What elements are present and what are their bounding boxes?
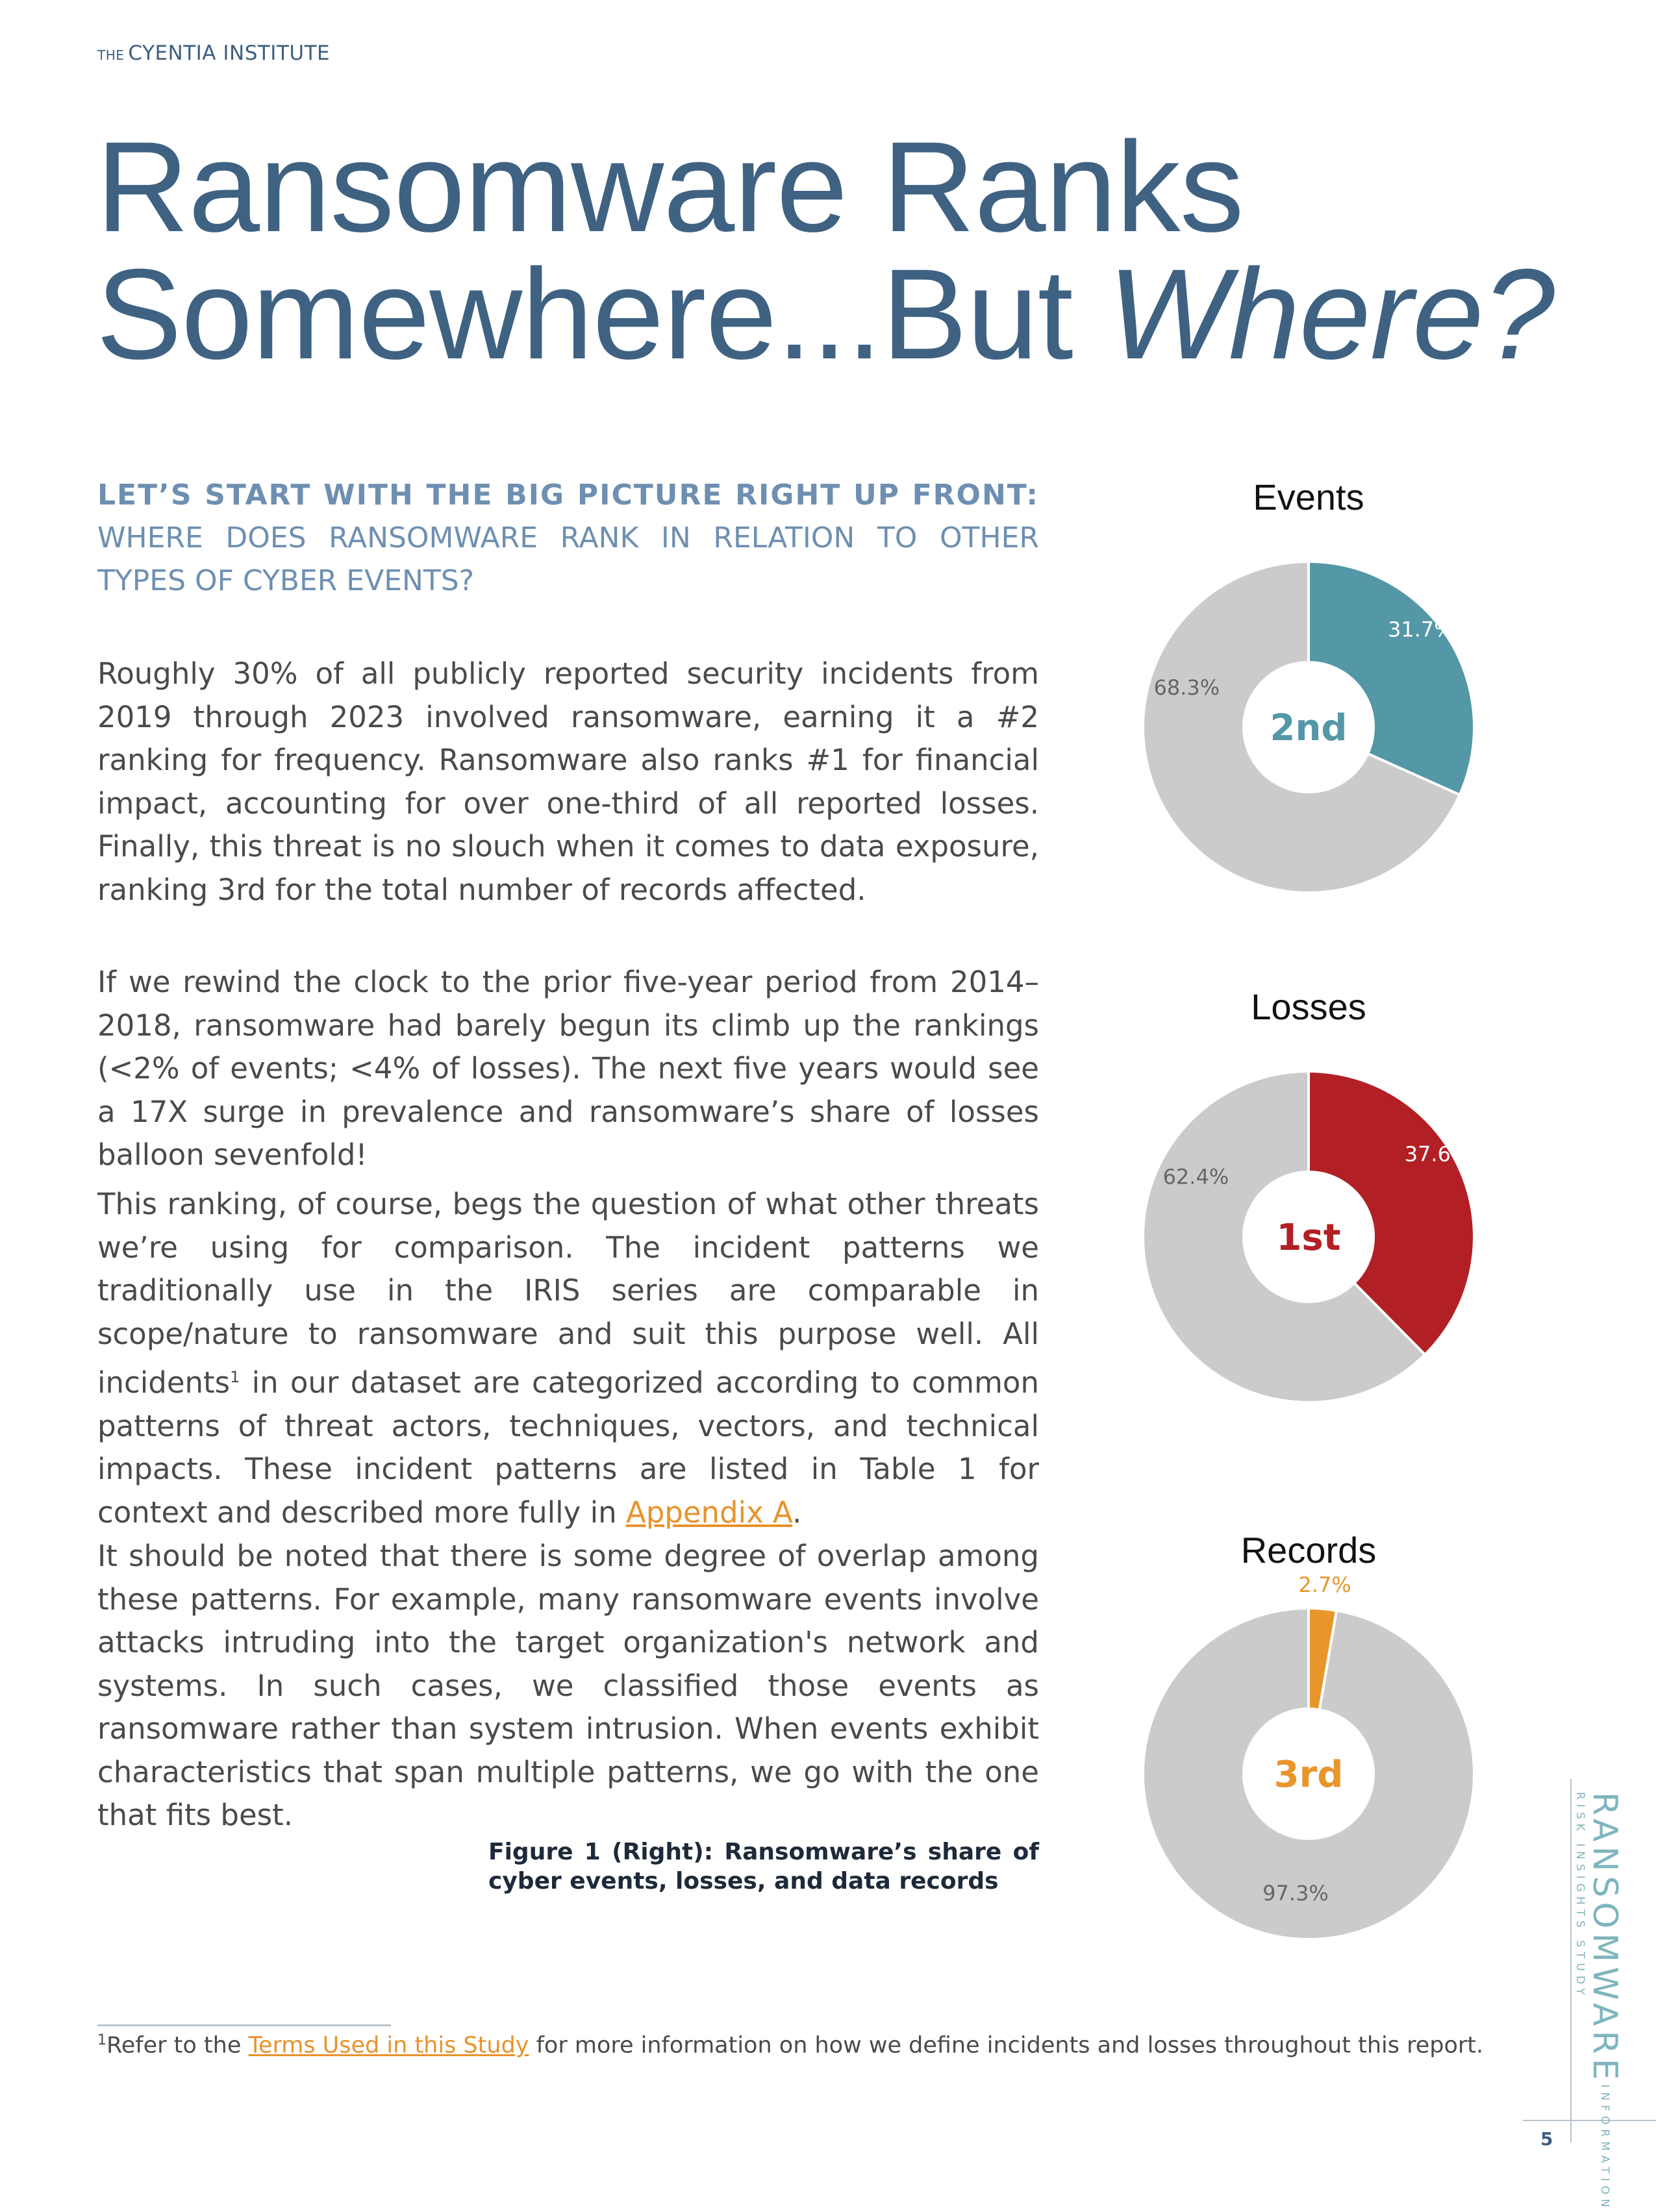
events-rank-label: 2nd [1270,707,1348,749]
title-line-2: Somewhere...But [96,242,1108,386]
records-ransomware-label: 2.7% [1298,1572,1351,1597]
figure-caption: Figure 1 (Right): Ransomware’s share of cyber events, losses, and data records [488,1839,1039,1895]
losses-other-label: 62.4% [1162,1164,1229,1189]
losses-ransomware-label: 37.6% [1404,1141,1471,1167]
paragraph-3-part-b: in our dataset are categorized according to common patterns of threat actors, techniques, vectors, and technical impacts. These incident patterns are listed in Table 1 for context and described more fully in [97,1365,1039,1530]
side-label-ransomware: RANSOMWARE [1585,1792,1624,2085]
title-emphasis: Where? [1107,242,1555,386]
footnote-divider [97,2024,391,2026]
footnote-ref[interactable]: 1 [230,1368,240,1386]
page-number: 5 [1540,2128,1553,2150]
records-chart-title: Records [1240,1530,1377,1571]
footnote-number: 1 [97,2032,107,2048]
events-other-label: 68.3% [1153,675,1220,701]
publisher-header [97,42,330,65]
records-other-label: 97.3% [1262,1881,1329,1906]
page-number-divider [1523,2120,1656,2121]
events-ransomware-label: 31.7% [1388,617,1454,642]
footnote-post: for more information on how we define incidents and losses throughout this report. [529,2032,1484,2059]
events-slice-ransomware [1309,562,1474,795]
paragraph-4: It should be noted that there is some degree of overlap among these patterns. For example, many ransomware events involve attacks intruding into the target organization's network and systems. In such cases, we classified those events as ransomware rather than system intrusion. When events exhibit characteristics that span multiple patterns, we go with the one that fits best. [97,1539,1039,1832]
publisher-article: THE [97,47,125,63]
title-line-1: Ransomware Ranks [96,115,1244,258]
losses-chart-title: Losses [1251,986,1366,1027]
paragraph-2: If we rewind the clock to the prior five-year period from 2014–2018, ransomware had barely begun its climb up the rankings (<2% of events; <4% of losses). The next five years would see a 17X surge in prevalence and ransomware’s share of losses balloon sevenfold! [97,965,1039,1172]
events-chart-title: Events [1253,477,1364,517]
intro-bold: LET’S START WITH THE BIG PICTURE RIGHT UP FRONT: [97,478,1039,512]
losses-rank-label: 1st [1276,1217,1341,1259]
intro-rest: WHERE DOES RANSOMWARE RANK IN RELATION TO OTHER TYPES OF CYBER EVENTS? [97,521,1039,597]
paragraph-3-part-a: This ranking, of course, begs the question of what other threats we’re using for comparison. The incident patterns we traditionally use in the IRIS series are comparable in scope/nature to ransomware and suit this purpose well. All incidents [97,1187,1039,1400]
losses-donut-chart [1130,977,1656,1484]
paragraph-1: Roughly 30% of all publicly reported security incidents from 2019 through 2023 involved ransomware, earning it a #2 ranking for frequency. Ransomware also ranks #1 for financial impact, accounting for over one-third of all reported losses. Finally, this threat is no slouch when it comes to data exposure, ranking 3rd for the total number of records affected. [97,656,1039,907]
paragraph-3-part-c: . [792,1495,802,1530]
publisher-name: CYENTIA INSTITUTE [128,42,331,65]
events-donut-chart [1130,467,1656,974]
terms-link[interactable]: Terms Used in this Study [248,2032,529,2059]
page-title [96,115,1590,386]
records-rank-label: 3rd [1273,1754,1344,1796]
records-donut-chart [1130,1488,1656,1995]
appendix-a-link[interactable]: Appendix A [625,1495,793,1530]
footnote-pre: Refer to the [107,2032,249,2059]
intro-heading [97,474,1039,603]
paragraph-3 [97,1183,1039,1534]
side-label-subtitle: INFORMATION RISK INSIGHTS STUDY [1574,1792,1611,2212]
footnote [97,2032,1483,2059]
